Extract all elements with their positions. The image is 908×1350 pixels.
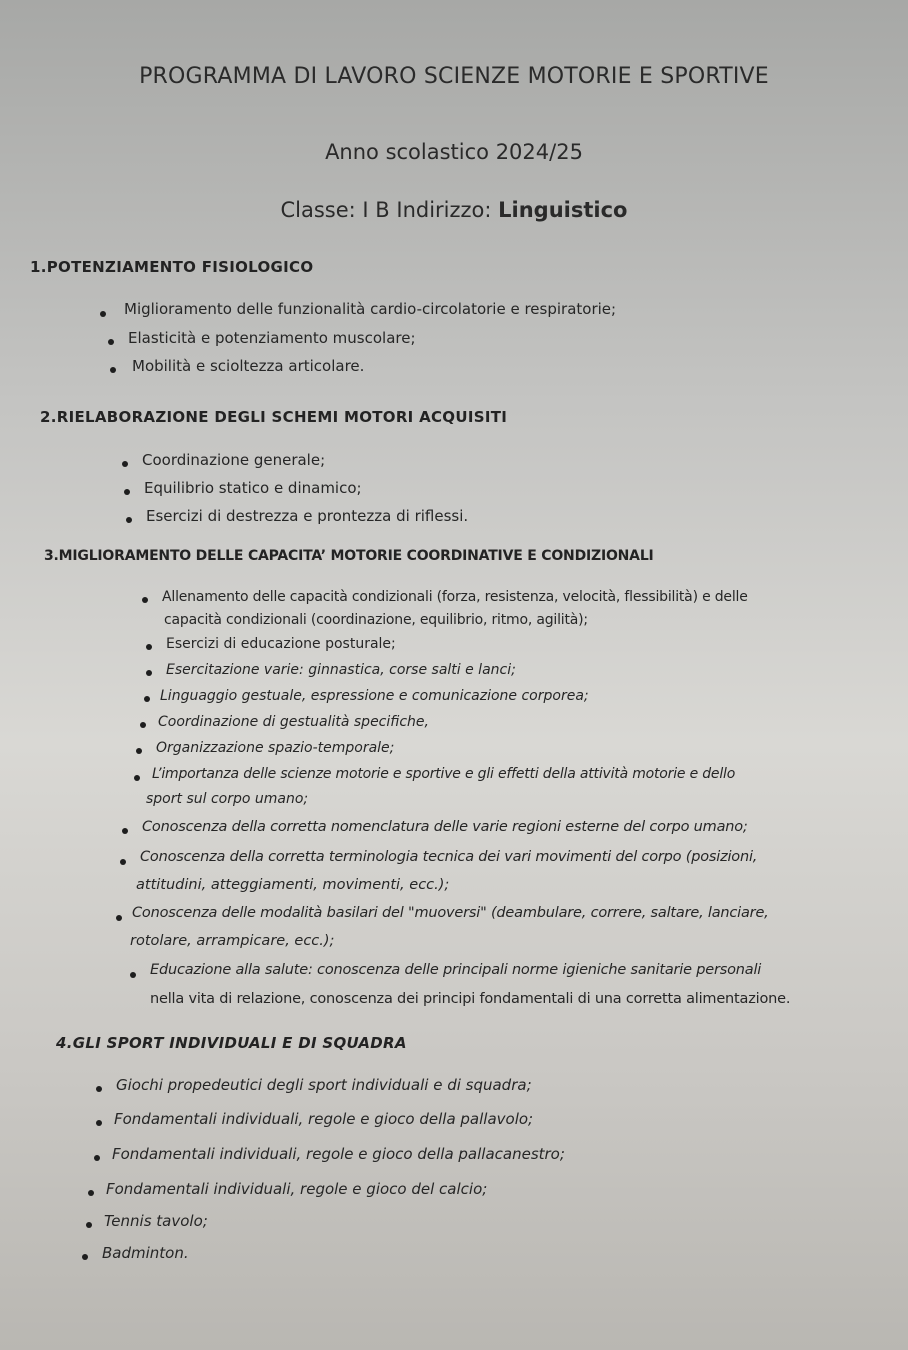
list-item: Giochi propedeutici degli sport individuali e di squadra; bbox=[116, 1076, 532, 1094]
bullet-icon bbox=[110, 367, 116, 373]
list-item: Esercizi di educazione posturale; bbox=[166, 636, 396, 652]
list-item: Mobilità e scioltezza articolare. bbox=[132, 357, 365, 375]
list-item-continuation: capacità condizionali (coordinazione, equilibrio, ritmo, agilità); bbox=[164, 612, 588, 628]
section-heading-1: 1.POTENZIAMENTO FISIOLOGICO bbox=[30, 258, 314, 276]
list-item: Badminton. bbox=[102, 1244, 189, 1262]
list-item: Esercizi di destrezza e prontezza di riflessi. bbox=[146, 507, 469, 525]
bullet-icon bbox=[134, 775, 140, 781]
list-item-continuation: rotolare, arrampicare, ecc.); bbox=[130, 933, 335, 949]
list-item-continuation: sport sul corpo umano; bbox=[146, 791, 309, 807]
bullet-icon bbox=[142, 597, 148, 603]
list-item: Elasticità e potenziamento muscolare; bbox=[128, 329, 416, 347]
list-item: Equilibrio statico e dinamico; bbox=[144, 479, 362, 497]
list-item: Miglioramento delle funzionalità cardio-circolatorie e respiratorie; bbox=[124, 300, 617, 318]
bullet-icon bbox=[108, 339, 114, 345]
list-item: Coordinazione generale; bbox=[142, 451, 326, 469]
bullet-icon bbox=[120, 859, 126, 865]
bullet-icon bbox=[126, 517, 132, 523]
bullet-icon bbox=[146, 644, 152, 650]
list-item: Coordinazione di gestualità specifiche, bbox=[158, 714, 429, 730]
bullet-icon bbox=[96, 1120, 102, 1126]
list-item: Conoscenza della corretta nomenclatura delle varie regioni esterne del corpo umano; bbox=[142, 819, 748, 835]
bullet-icon bbox=[140, 722, 146, 728]
bullet-icon bbox=[96, 1086, 102, 1092]
list-item: Educazione alla salute: conoscenza delle principali norme igieniche sanitarie personali bbox=[150, 962, 762, 978]
list-item: Conoscenza delle modalità basilari del "muoversi" (deambulare, correre, saltare, lanciare, bbox=[132, 905, 769, 921]
list-item-continuation: attitudini, atteggiamenti, movimenti, ecc.); bbox=[136, 877, 450, 893]
list-item: Linguaggio gestuale, espressione e comunicazione corporea; bbox=[160, 688, 589, 704]
bullet-icon bbox=[136, 748, 142, 754]
list-item-continuation: nella vita di relazione, conoscenza dei principi fondamentali di una corretta alimentazione. bbox=[150, 991, 791, 1007]
list-item: Organizzazione spazio-temporale; bbox=[156, 740, 395, 756]
class-info bbox=[0, 198, 908, 222]
bullet-icon bbox=[144, 696, 150, 702]
class-address: Linguistico bbox=[498, 198, 628, 222]
bullet-icon bbox=[86, 1222, 92, 1228]
bullet-icon bbox=[82, 1254, 88, 1260]
list-item: Esercitazione varie: ginnastica, corse salti e lanci; bbox=[166, 662, 516, 678]
bullet-icon bbox=[88, 1190, 94, 1196]
bullet-icon bbox=[146, 670, 152, 676]
section-heading-3: 3.MIGLIORAMENTO DELLE CAPACITA’ MOTORIE COORDINATIVE E CONDIZIONALI bbox=[44, 548, 654, 564]
bullet-icon bbox=[116, 915, 122, 921]
list-item: Fondamentali individuali, regole e gioco della pallavolo; bbox=[114, 1110, 534, 1128]
list-item: Tennis tavolo; bbox=[104, 1212, 208, 1230]
bullet-icon bbox=[122, 828, 128, 834]
bullet-icon bbox=[130, 972, 136, 978]
bullet-icon bbox=[94, 1155, 100, 1161]
section-heading-2: 2.RIELABORAZIONE DEGLI SCHEMI MOTORI ACQUISITI bbox=[40, 408, 508, 426]
list-item: Conoscenza della corretta terminologia tecnica dei vari movimenti del corpo (posizioni, bbox=[140, 849, 758, 865]
section-heading-4: 4.GLI SPORT INDIVIDUALI E DI SQUADRA bbox=[56, 1034, 407, 1052]
class-prefix: Classe: I B Indirizzo: bbox=[280, 198, 499, 222]
bullet-icon bbox=[122, 461, 128, 467]
list-item: Fondamentali individuali, regole e gioco del calcio; bbox=[106, 1180, 488, 1198]
bullet-icon bbox=[124, 489, 130, 495]
list-item: L’importanza delle scienze motorie e sportive e gli effetti della attività motorie e dello bbox=[152, 766, 736, 782]
list-item: Fondamentali individuali, regole e gioco della pallacanestro; bbox=[112, 1145, 565, 1163]
bullet-icon bbox=[100, 311, 106, 317]
school-year: Anno scolastico 2024/25 bbox=[325, 140, 583, 164]
list-item: Allenamento delle capacità condizionali (forza, resistenza, velocità, flessibilità) e delle bbox=[162, 589, 748, 605]
document-title: PROGRAMMA DI LAVORO SCIENZE MOTORIE E SPORTIVE bbox=[139, 64, 769, 89]
